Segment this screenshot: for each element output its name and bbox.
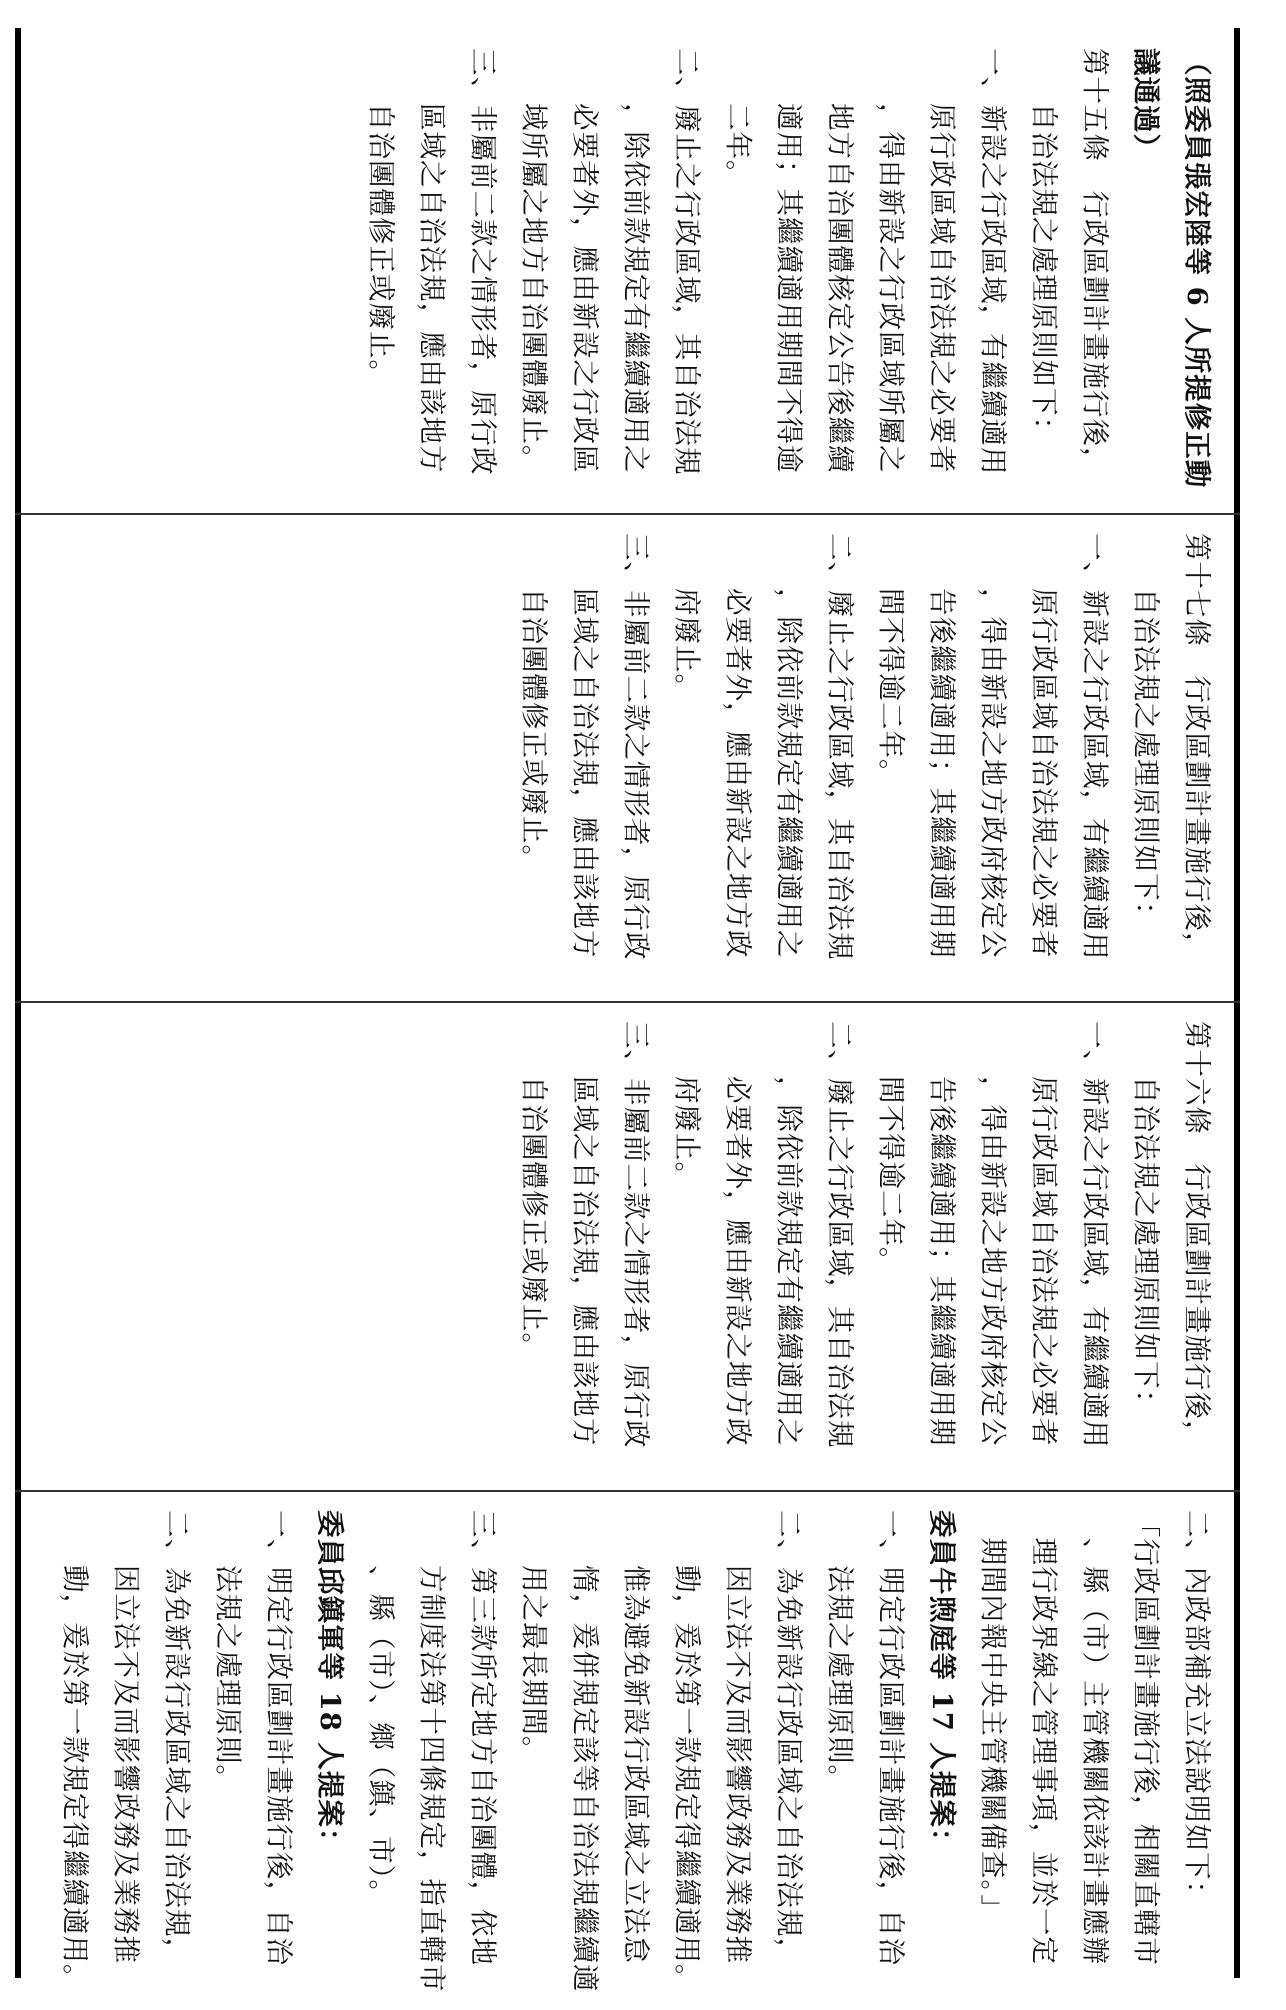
text-line: 法規之處理原則。 [824, 1565, 856, 1793]
text-line: 告後繼續適用；其繼續適用期 [926, 588, 958, 959]
column-divider-2 [15, 1001, 1240, 1003]
column-divider-3 [15, 1490, 1240, 1492]
text-line: 必要者外，應由新設之地方政 [722, 588, 754, 959]
text-line: 間不得逾二年。 [875, 588, 907, 788]
column-divider-1 [15, 513, 1240, 515]
section-heading: 議通過） [1130, 48, 1162, 162]
text-line: ，得由新設之行政區域所屬之 [875, 103, 907, 474]
text-line: 自治團體修正或廢止。 [365, 103, 397, 388]
text-line: 區域之自治法規，應由該地方 [569, 588, 601, 959]
text-line: 自治法規之處理原則如下： [1028, 103, 1060, 445]
text-line: 自治團體修正或廢止。 [518, 588, 550, 873]
text-line: 三、第三款所定地方自治團體，依地 [467, 1510, 499, 1966]
text-line: ，除依前款規定有繼續適用之 [773, 588, 805, 959]
text-line: ，得由新設之地方政府核定公 [977, 1076, 1009, 1447]
text-line: 自治法規之處理原則如下： [1130, 588, 1162, 930]
text-line: 必要者外，應由新設之行政區 [569, 103, 601, 474]
table-bottom-rule [15, 28, 21, 1978]
text-line: 府廢止。 [671, 588, 703, 702]
text-line: 原行政區域自治法規之必要者 [1028, 1076, 1060, 1447]
text-line: 區域之自治法規，應由該地方 [416, 103, 448, 474]
text-line: 方制度法第十四條規定，指直轄市 [416, 1565, 448, 1993]
text-line: 二、廢止之行政區域，其自治法規 [671, 48, 703, 476]
text-line: 三、非屬前二款之情形者，原行政 [620, 533, 652, 961]
text-line: 用之最長期間。 [518, 1565, 550, 1765]
committee-version-column [355, 48, 1222, 508]
article-16-column [508, 1021, 1222, 1481]
text-line: 、縣（市）、鄉（鎮、市）。 [365, 1565, 397, 1908]
text-line: 第十七條 行政區劃計畫施行後， [1181, 533, 1213, 961]
text-line: 原行政區域自治法規之必要者 [1028, 588, 1060, 959]
text-line: 區域之自治法規，應由該地方 [569, 1076, 601, 1447]
text-line: 期間內報中央主管機關備查。」 [977, 1537, 1009, 1923]
text-line: 因立法不及而影響政務及業務推 [110, 1565, 142, 1964]
text-line: 「行政區劃計畫施行後，相關直轄市 [1130, 1510, 1162, 1966]
text-line: 惰，爰併規定該等自治法規繼續適 [569, 1565, 601, 1993]
text-line: 告後繼續適用；其繼續適用期 [926, 1076, 958, 1447]
text-line: 間不得逾二年。 [875, 1076, 907, 1276]
text-line: 一、明定行政區劃計畫施行後，自治 [263, 1510, 295, 1966]
table-top-rule [1234, 28, 1240, 1978]
text-line: 府廢止。 [671, 1076, 703, 1190]
text-line: 第十六條 行政區劃計畫施行後， [1181, 1021, 1213, 1449]
text-line: 、縣（市）主管機關依該計畫應辦 [1079, 1537, 1111, 1965]
text-line: 第十五條 行政區劃計畫施行後， [1079, 48, 1111, 476]
text-line: 必要者外，應由新設之地方政 [722, 1076, 754, 1447]
text-line: 二、為免新設行政區域之自治法規， [161, 1510, 193, 1966]
article-17-column [508, 533, 1222, 993]
text-line: 二、為免新設行政區域之自治法規， [773, 1510, 805, 1966]
text-line: 理行政界線之管理事項，並於一定 [1028, 1537, 1060, 1965]
text-line: 二年。 [722, 103, 754, 189]
text-line: ，除依前款規定有繼續適用之 [620, 103, 652, 474]
text-line: 一、新設之行政區域，有繼續適用 [1079, 1021, 1111, 1449]
text-line: 動，爰於第一款規定得繼續適用。 [671, 1565, 703, 1993]
section-heading: 委員牛煦庭等 17 人提案： [926, 1510, 958, 1857]
text-line: 因立法不及而影響政務及業務推 [722, 1565, 754, 1964]
text-line: 惟為避免新設行政區域之立法怠 [620, 1565, 652, 1964]
text-line: 適用；其繼續適用期間不得逾 [773, 103, 805, 474]
text-line: 域所屬之地方自治團體廢止。 [518, 103, 550, 474]
text-line: 原行政區域自治法規之必要者 [926, 103, 958, 474]
text-line: ，得由新設之地方政府核定公 [977, 588, 1009, 959]
rotated-table-page [15, 28, 1240, 1993]
text-line: 一、新設之行政區域，有繼續適用 [1079, 533, 1111, 961]
text-line: 二、內政部補充立法說明如下： [1181, 1510, 1213, 1909]
text-line: ，除依前款規定有繼續適用之 [773, 1076, 805, 1447]
text-line: 二、廢止之行政區域，其自治法規 [824, 533, 856, 961]
text-line: 一、新設之行政區域，有繼續適用 [977, 48, 1009, 476]
text-line: 法規之處理原則。 [212, 1565, 244, 1793]
text-line: 二、廢止之行政區域，其自治法規 [824, 1021, 856, 1449]
text-line: 一、明定行政區劃計畫施行後，自治 [875, 1510, 907, 1966]
section-heading: （照委員張宏陸等 6 人所提修正動 [1181, 48, 1213, 489]
explanation-column [49, 1510, 1222, 1993]
text-line: 自治團體修正或廢止。 [518, 1076, 550, 1361]
text-line: 地方自治團體核定公告後繼續 [824, 103, 856, 474]
text-line: 動，爰於第一款規定得繼續適用。 [59, 1565, 91, 1993]
section-heading: 委員邱鎮軍等 18 人提案： [314, 1510, 346, 1857]
text-line: 自治法規之處理原則如下： [1130, 1076, 1162, 1418]
text-line: 三、非屬前二款之情形者，原行政 [620, 1021, 652, 1449]
text-line: 三、非屬前二款之情形者，原行政 [467, 48, 499, 476]
